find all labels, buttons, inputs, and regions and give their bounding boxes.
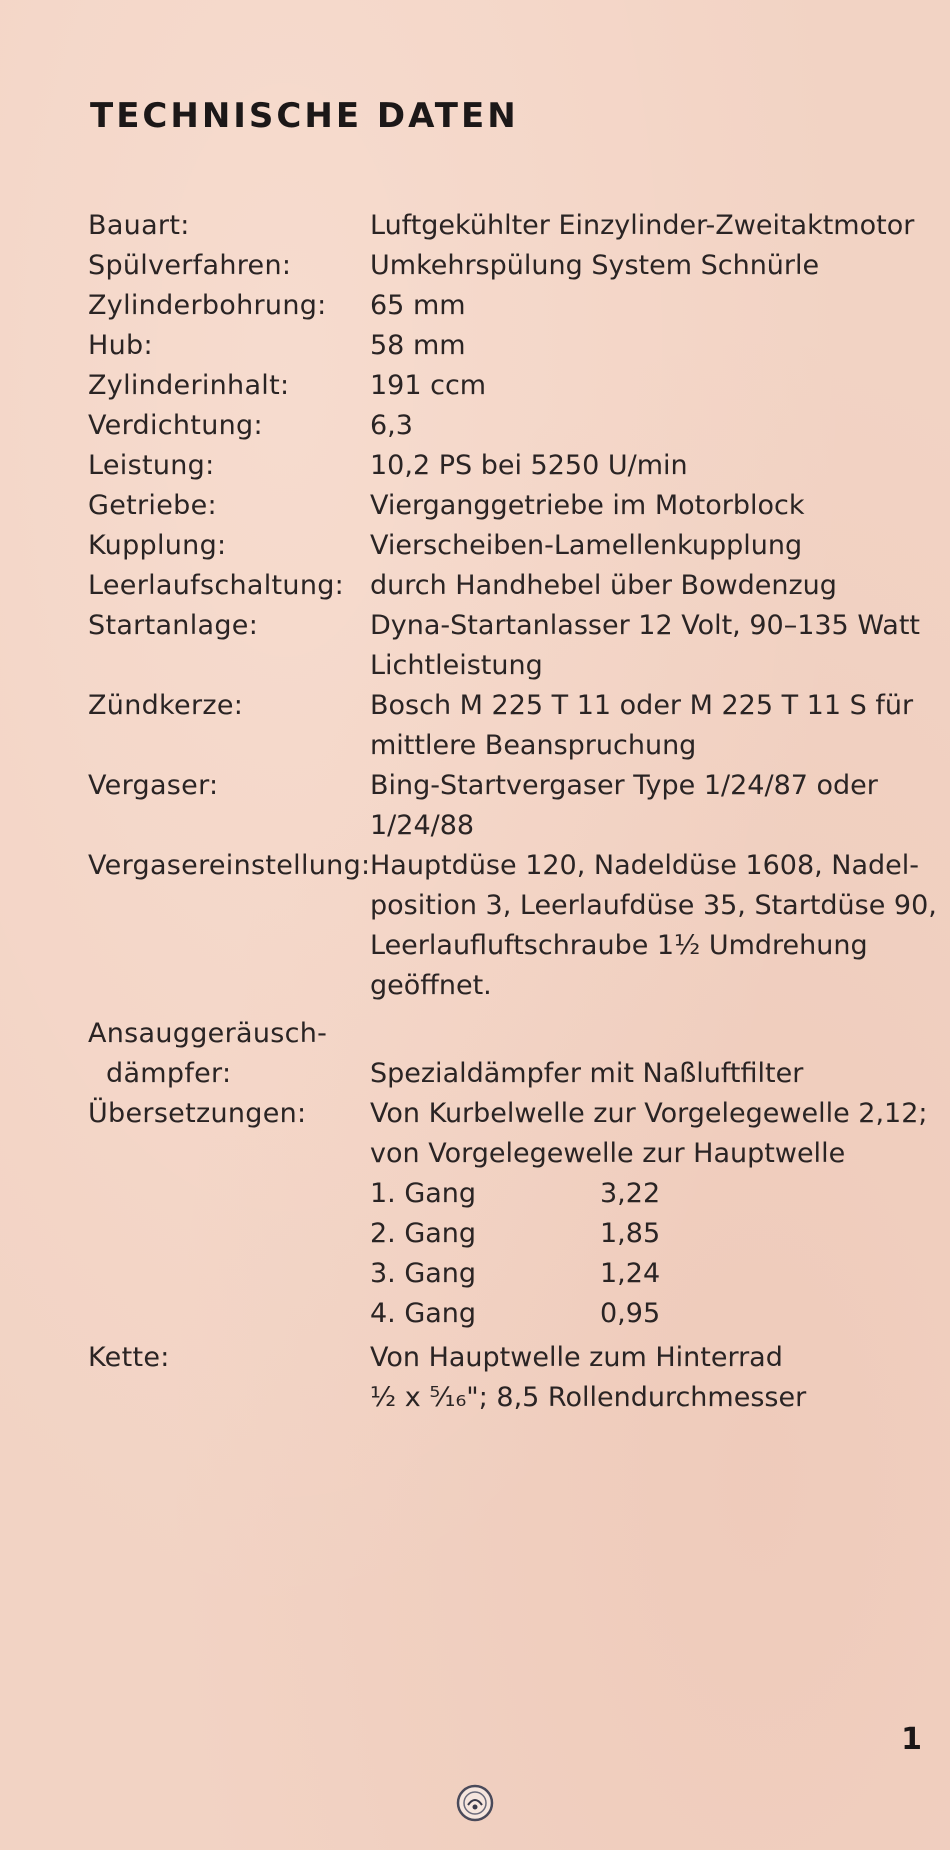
spec-row-zylinderbohrung <box>88 286 928 326</box>
spec-value-line: Hauptdüse 120, Nadeldüse 1608, Nadel- <box>370 850 920 881</box>
page-number: 1 <box>901 1722 922 1757</box>
spec-value: 191 ccm <box>370 370 487 401</box>
gear-ratio: 1,24 <box>600 1258 661 1289</box>
spec-table <box>88 206 937 1418</box>
spec-label: Zündkerze: <box>88 690 244 721</box>
spec-row-leistung <box>88 446 928 486</box>
spec-label: Hub: <box>88 330 153 361</box>
brand-emblem-icon <box>455 1783 495 1823</box>
spec-label: Übersetzungen: <box>88 1098 307 1129</box>
spec-label: Vergasereinstellung: <box>88 850 371 881</box>
spec-row-spuelverfahren <box>88 246 928 286</box>
gear-row <box>370 1174 928 1214</box>
spec-label-line: Ansauggeräusch- <box>88 1018 328 1049</box>
spec-value <box>370 1338 928 1418</box>
gear-name: 2. Gang <box>370 1218 477 1249</box>
spec-value-line: Dyna-Startanlasser 12 Volt, 90–135 Watt <box>370 610 921 641</box>
spec-value-line: mittlere Beanspruchung <box>370 730 697 761</box>
gear-row <box>370 1254 928 1294</box>
spec-label: Kupplung: <box>88 530 227 561</box>
spec-value-line: Bosch M 225 T 11 oder M 225 T 11 S für <box>370 690 914 721</box>
spec-row-bauart <box>88 206 928 246</box>
spec-label-line: dämpfer: <box>106 1058 232 1089</box>
spec-value-line: position 3, Leerlaufdüse 35, Startdüse 90, <box>370 890 937 921</box>
gear-name: 4. Gang <box>370 1298 477 1329</box>
spec-row-getriebe <box>88 486 928 526</box>
spec-label: Kette: <box>88 1342 170 1373</box>
spec-value <box>370 686 928 766</box>
spec-value <box>370 846 937 1006</box>
spec-value: 65 mm <box>370 290 466 321</box>
gear-ratio: 1,85 <box>600 1218 661 1249</box>
spec-row-uebersetzungen <box>88 1094 928 1334</box>
gear-name: 3. Gang <box>370 1258 477 1289</box>
spec-label: Vergaser: <box>88 770 219 801</box>
gear-ratio: 3,22 <box>600 1178 661 1209</box>
spec-row-kette <box>88 1338 928 1418</box>
spec-value-line: Leerlaufluftschraube 1½ Umdrehung <box>370 930 868 961</box>
spec-row-vergasereinstellung <box>88 846 937 1006</box>
spec-value-line: ½ x ⁵⁄₁₆"; 8,5 Rollendurchmesser <box>370 1382 807 1413</box>
gear-row <box>370 1294 928 1334</box>
spec-value <box>370 766 928 846</box>
spec-value-line: Bing-Startvergaser Type 1/24/87 oder <box>370 770 878 801</box>
spec-value-line: Spezialdämpfer mit Naßluftfilter <box>370 1058 804 1089</box>
spec-label: Leistung: <box>88 450 215 481</box>
spec-row-leerlaufschaltung <box>88 566 928 606</box>
spec-row-ansauggeraeuschdaempfer <box>88 1014 928 1094</box>
spec-label <box>88 1014 370 1094</box>
spec-value-line: 1/24/88 <box>370 810 475 841</box>
spec-value-line: geöffnet. <box>370 970 492 1001</box>
spec-value: 10,2 PS bei 5250 U/min <box>370 450 688 481</box>
spec-label: Bauart: <box>88 210 190 241</box>
spec-value: Luftgekühlter Einzylinder-Zweitaktmotor <box>370 210 915 241</box>
spec-value: Vierganggetriebe im Motorblock <box>370 490 805 521</box>
spec-value-line: Lichtleistung <box>370 650 543 681</box>
spec-value-line: Von Hauptwelle zum Hinterrad <box>370 1342 783 1373</box>
spec-row-zylinderinhalt <box>88 366 928 406</box>
spec-label: Zylinderbohrung: <box>88 290 327 321</box>
spec-value: 58 mm <box>370 330 466 361</box>
spec-value-line: Von Kurbelwelle zur Vorgelegewelle 2,12; <box>370 1098 928 1129</box>
spec-value <box>370 1094 928 1334</box>
spec-row-verdichtung <box>88 406 928 446</box>
spec-value-line: von Vorgelegewelle zur Hauptwelle <box>370 1138 846 1169</box>
spec-value <box>370 606 928 686</box>
spec-value: Vierscheiben-Lamellenkupplung <box>370 530 803 561</box>
spec-label: Getriebe: <box>88 490 217 521</box>
spec-label: Verdichtung: <box>88 410 263 441</box>
spec-row-zuendkerze <box>88 686 928 766</box>
gear-row <box>370 1214 928 1254</box>
spec-value: durch Handhebel über Bowdenzug <box>370 570 837 601</box>
spec-row-vergaser <box>88 766 928 846</box>
gear-name: 1. Gang <box>370 1178 477 1209</box>
spec-label: Startanlage: <box>88 610 259 641</box>
spec-value: 6,3 <box>370 410 413 441</box>
gear-ratio: 0,95 <box>600 1298 661 1329</box>
spec-label: Spülverfahren: <box>88 250 292 281</box>
spec-row-kupplung <box>88 526 928 566</box>
spec-row-startanlage <box>88 606 928 686</box>
spec-label: Leerlaufschaltung: <box>88 570 345 601</box>
gear-ratio-list <box>370 1174 928 1334</box>
page-title: TECHNISCHE DATEN <box>90 96 519 136</box>
spec-label: Zylinderinhalt: <box>88 370 290 401</box>
spec-value: Umkehrspülung System Schnürle <box>370 250 820 281</box>
spec-value <box>370 1014 928 1094</box>
spec-row-hub <box>88 326 928 366</box>
